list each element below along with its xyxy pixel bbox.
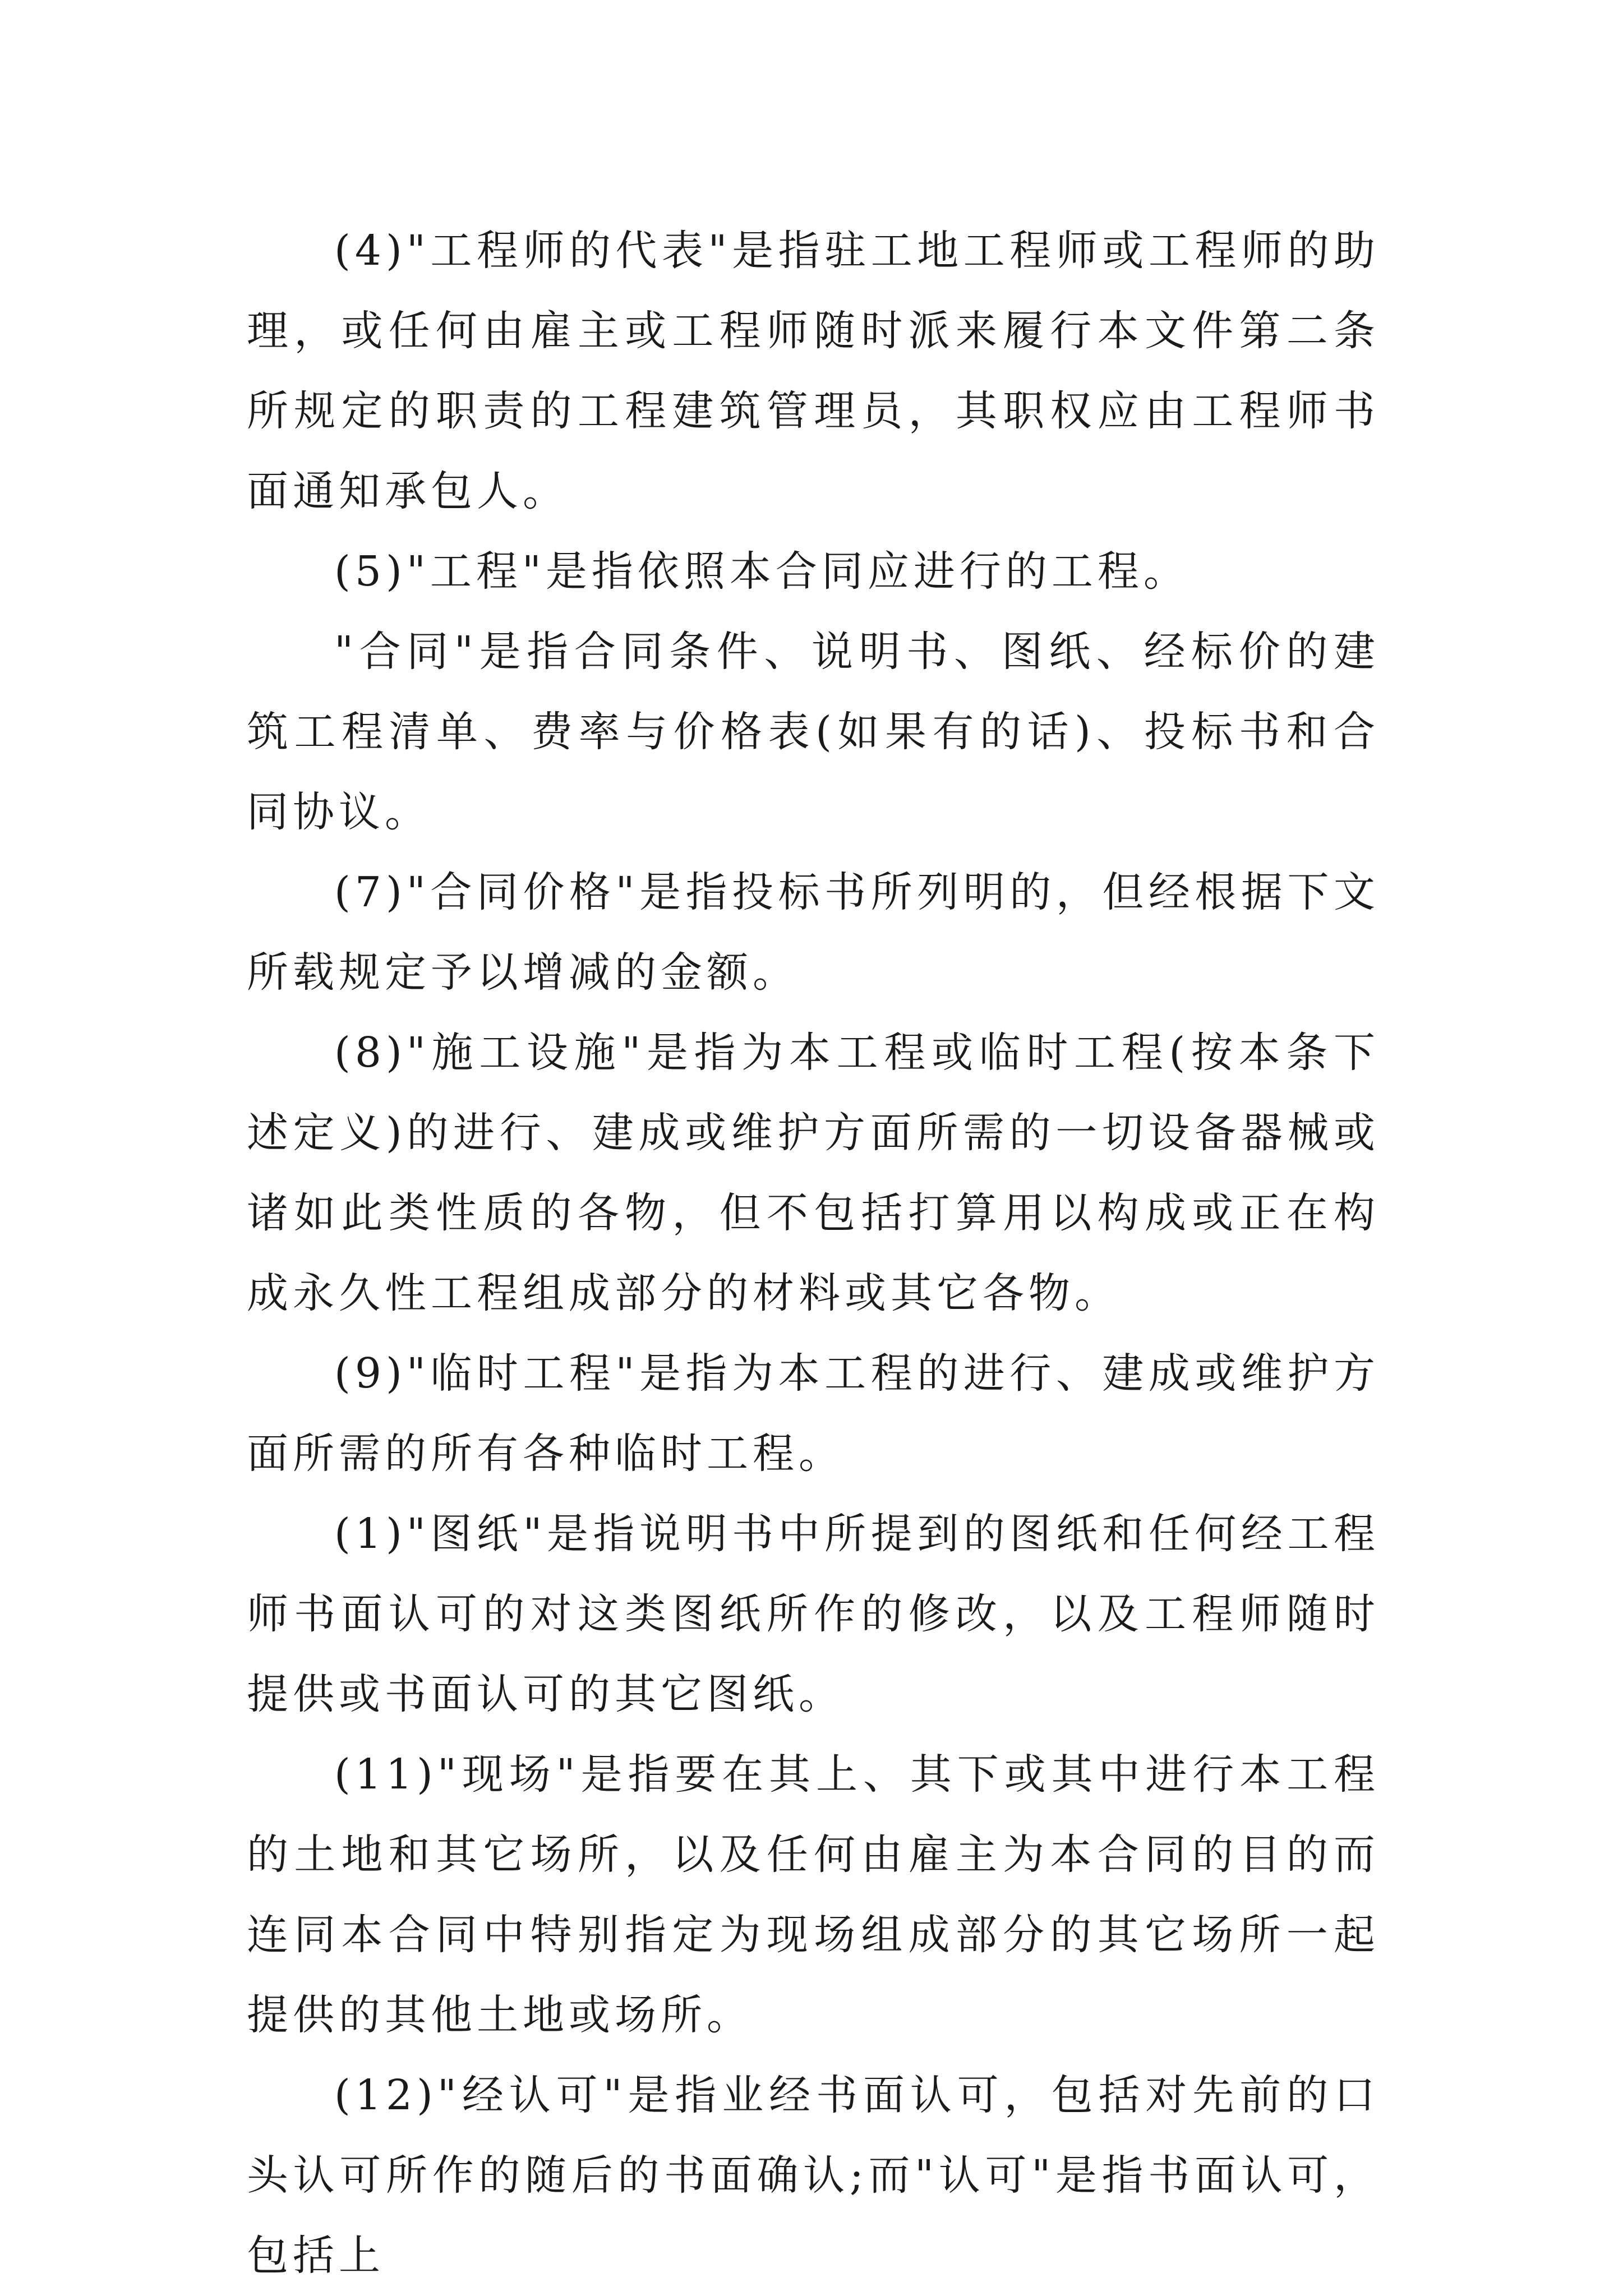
paragraph-works: (5)"工程"是指依照本合同应进行的工程。 [334, 547, 1189, 596]
document-body [247, 211, 1380, 2296]
paragraph-contract-price: (7)"合同价格"是指投标书所列明的，但经根据下文所载规定予以增减的金额。 [247, 868, 1380, 997]
paragraph-contract: "合同"是指合同条件、说明书、图纸、经标价的建筑工程清单、费率与价格表(如果有的话)、投标书和合同协议。 [247, 628, 1380, 836]
paragraph-constructional-plant: (8)"施工设施"是指为本工程或临时工程(按本条下述定义)的进行、建成或维护方面所需的一切设备器械或诸如此类性质的各物，但不包括打算用以构成或正在构成永久性工程组成部分的材料或其它各物。 [247, 1029, 1380, 1317]
paragraph-engineer-representative: (4)"工程师的代表"是指驻工地工程师或工程师的助理，或任何由雇主或工程师随时派来履行本文件第二条所规定的职责的工程建筑管理员，其职权应由工程师书面通知承包人。 [247, 227, 1380, 515]
paragraph-site: (11)"现场"是指要在其上、其下或其中进行本工程的土地和其它场所，以及任何由雇主为本合同的目的而连同本合同中特别指定为现场组成部分的其它场所一起提供的其他土地或场所。 [247, 1750, 1380, 2039]
paragraph-drawings: (1)"图纸"是指说明书中所提到的图纸和任何经工程师书面认可的对这类图纸所作的修改，以及工程师随时提供或书面认可的其它图纸。 [247, 1510, 1380, 1718]
paragraph-approved: (12)"经认可"是指业经书面认可，包括对先前的口头认可所作的随后的书面确认;而"认可"是指书面认可，包括上 [247, 2071, 1380, 2280]
paragraph-temporary-works: (9)"临时工程"是指为本工程的进行、建成或维护方面所需的所有各种临时工程。 [247, 1349, 1380, 1478]
